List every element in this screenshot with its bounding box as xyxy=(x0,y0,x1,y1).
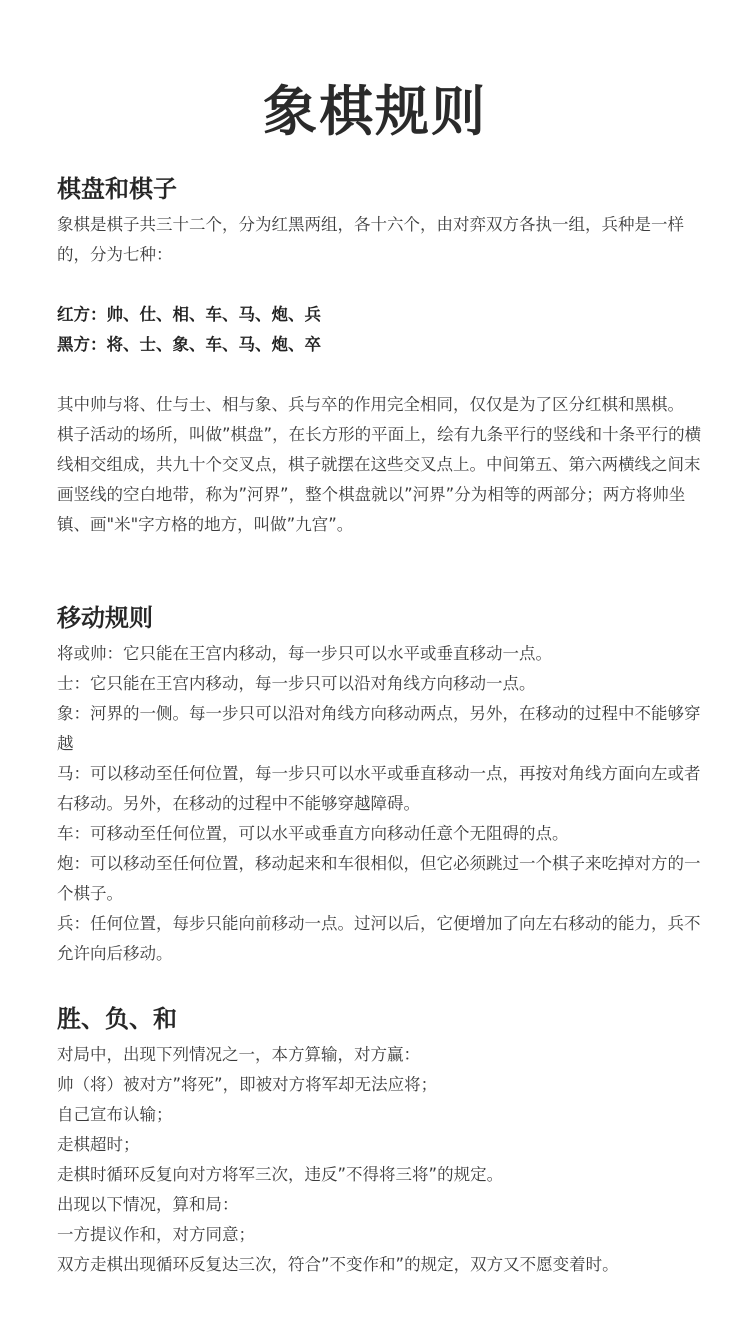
red-pieces-line: 红方：帅、仕、相、车、马、炮、兵 xyxy=(57,305,321,324)
rule-chariot: 车：可移动至任何位置，可以水平或垂直方向移动任意个无阻碍的点。 xyxy=(57,824,569,843)
section-win-lose-draw xyxy=(57,1002,707,1280)
rule-soldier: 兵：任何位置，每步只能向前移动一点。过河以后，它便增加了向左右移动的能力，兵不允许向后移动。 xyxy=(57,914,701,963)
rule-general: 将或帅：它只能在王宫内移动，每一步只可以水平或垂直移动一点。 xyxy=(57,644,552,663)
page-title: 象棋规则 xyxy=(263,80,487,144)
section-heading-board: 棋盘和棋子 xyxy=(57,175,177,203)
draw-agreement: 一方提议作和，对方同意； xyxy=(57,1225,255,1244)
loss-checkmate: 帅（将）被对方”将死”，即被对方将军却无法应将； xyxy=(57,1075,438,1094)
draw-repetition: 双方走棋出现循环反复达三次，符合”不变作和”的规定，双方又不愿变着时。 xyxy=(57,1255,619,1274)
rule-cannon: 炮：可以移动至任何位置，移动起来和车很相似，但它必须跳过一个棋子来吃掉对方的一个棋子。 xyxy=(57,854,701,903)
intro-paragraph: 象棋是棋子共三十二个，分为红黑两组，各十六个，由对弈双方各执一组，兵种是一样的，分为七种： xyxy=(57,215,684,264)
loss-timeout: 走棋超时； xyxy=(57,1135,140,1154)
black-pieces-line: 黑方：将、士、象、车、马、炮、卒 xyxy=(57,335,321,354)
section-board-and-pieces xyxy=(57,172,707,540)
section-movement-rules xyxy=(57,601,707,969)
board-description-paragraph: 棋子活动的场所，叫做”棋盘”，在长方形的平面上，绘有九条平行的竖线和十条平行的横线相交组成，共九十个交叉点，棋子就摆在这些交叉点上。中间第五、第六两横线之间末画竖线的空白地带，称为”河界”，整个棋盘就以”河界”分为相等的两部分；两方将帅坐镇、画"米"字方格的地方，叫做”九宫”。 xyxy=(57,425,702,534)
loss-intro: 对局中，出现下列情况之一，本方算输，对方赢： xyxy=(57,1045,420,1064)
loss-perpetual-check: 走棋时循环反复向对方将军三次，违反”不得将三将”的规定。 xyxy=(57,1165,504,1184)
section-heading-result: 胜、负、和 xyxy=(57,1005,177,1033)
loss-resign: 自己宣布认输； xyxy=(57,1105,173,1124)
piece-equivalence-paragraph: 其中帅与将、仕与士、相与象、兵与卒的作用完全相同，仅仅是为了区分红棋和黑棋。 xyxy=(57,395,684,414)
rule-elephant: 象：河界的一侧。每一步只可以沿对角线方向移动两点，另外，在移动的过程中不能够穿越 xyxy=(57,704,701,753)
section-heading-movement: 移动规则 xyxy=(57,604,153,632)
rule-horse: 马：可以移动至任何位置，每一步只可以水平或垂直移动一点，再按对角线方面向左或者右移动。另外，在移动的过程中不能够穿越障碍。 xyxy=(57,764,701,813)
draw-intro: 出现以下情况，算和局： xyxy=(57,1195,239,1214)
rule-advisor: 士：它只能在王宫内移动，每一步只可以沿对角线方向移动一点。 xyxy=(57,674,536,693)
